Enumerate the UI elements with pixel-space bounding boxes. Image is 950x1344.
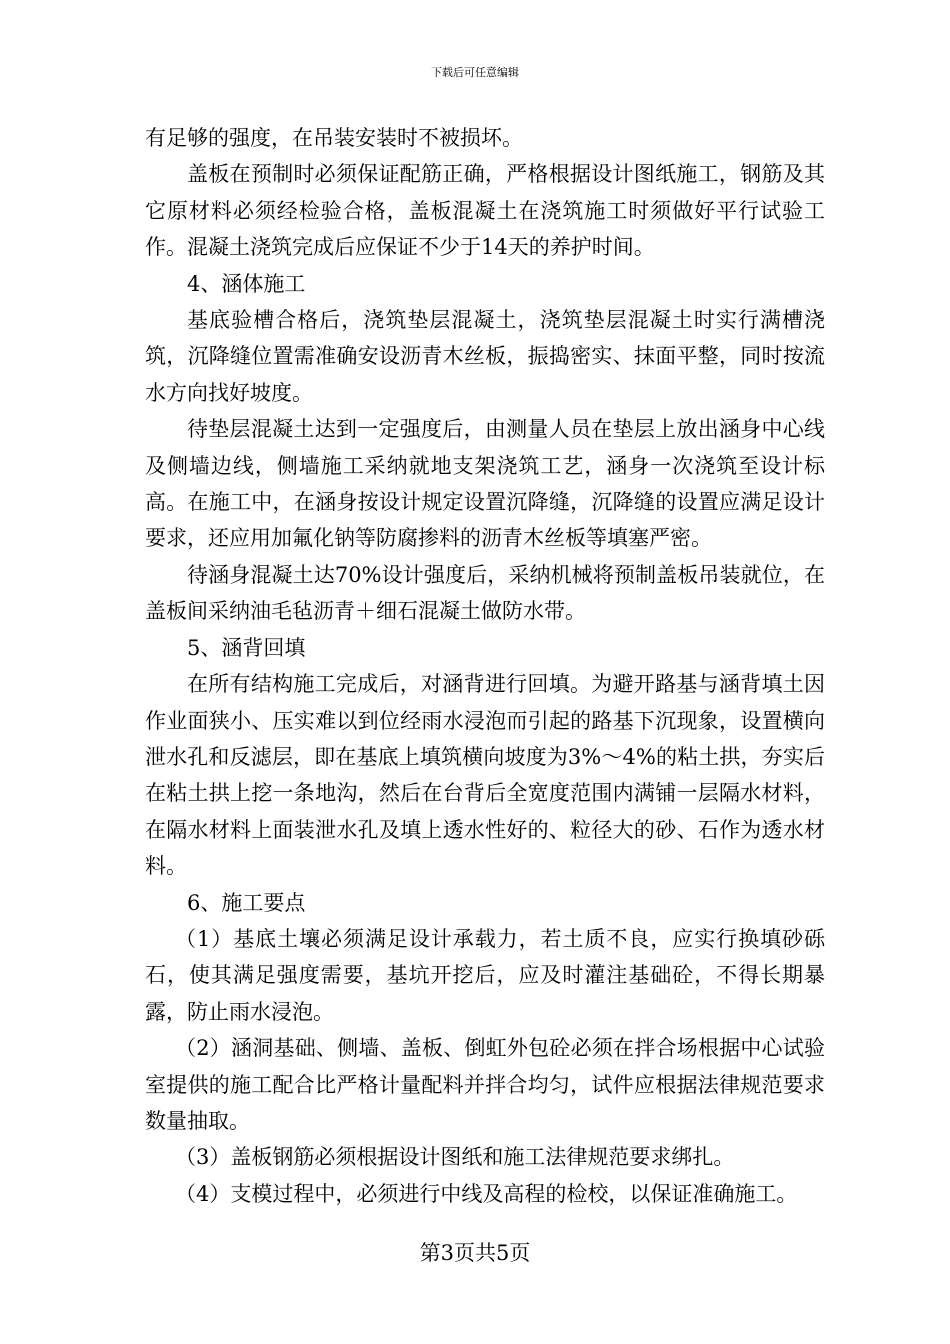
- page-number: 第3页共5页: [419, 1241, 531, 1265]
- paragraph: 待涵身混凝土达70%设计强度后，采纳机械将预制盖板吊装就位，在盖板间采纳油毛毡沥青＋细石混凝土做防水带。: [145, 562, 825, 624]
- section-heading: 6、施工要点: [187, 890, 306, 915]
- list-item: （4）支模过程中，必须进行中线及高程的检校，以保证准确施工。: [175, 1181, 798, 1206]
- document-body: [145, 120, 825, 1212]
- list-item: （1）基底土壤必须满足设计承载力，若土质不良，应实行换填砂砾石，使其满足强度需要，基坑开挖后，应及时灌注基础砼，不得长期暴露，防止雨水浸泡。: [145, 926, 825, 1024]
- page-header-note: 下载后可任意编辑: [431, 66, 519, 79]
- paragraph: 有足够的强度，在吊装安装时不被损坏。: [145, 126, 523, 150]
- list-item: （2）涵洞基础、侧墙、盖板、倒虹外包砼必须在拌合场根据中心试验室提供的施工配合比严格计量配料并拌合均匀，试件应根据法律规范要求数量抽取。: [145, 1036, 825, 1133]
- section-heading: 4、涵体施工: [187, 271, 306, 296]
- paragraph: 基底验槽合格后，浇筑垫层混凝土，浇筑垫层混凝土时实行满槽浇筑，沉降缝位置需准确安设沥青木丝板，振捣密实、抹面平整，同时按流水方向找好坡度。: [145, 308, 825, 405]
- section-heading: 5、涵背回填: [187, 635, 306, 660]
- list-item: （3）盖板钢筋必须根据设计图纸和施工法律规范要求绑扎。: [175, 1145, 735, 1170]
- paragraph: 待垫层混凝土达到一定强度后，由测量人员在垫层上放出涵身中心线及侧墙边线，侧墙施工采纳就地支架浇筑工艺，涵身一次浇筑至设计标高。在施工中，在涵身按设计规定设置沉降缝，沉降缝的设置应满足设计要求，还应用加氟化钠等防腐掺料的沥青木丝板等填塞严密。: [145, 417, 825, 551]
- paragraph: 在所有结构施工完成后，对涵背进行回填。为避开路基与涵背填土因作业面狭小、压实难以到位经雨水浸泡而引起的路基下沉现象，设置横向泄水孔和反滤层，即在基底上填筑横向坡度为3%～4%的粘土拱，夯实后在粘土拱上挖一条地沟，然后在台背后全宽度范围内满铺一层隔水材料，在隔水材料上面装泄水孔及填上透水性好的、粒径大的砂、石作为透水材料。: [145, 672, 825, 879]
- paragraph: 盖板在预制时必须保证配筋正确，严格根据设计图纸施工，钢筋及其它原材料必须经检验合格，盖板混凝土在浇筑施工时须做好平行试验工作。混凝土浇筑完成后应保证不少于14天的养护时间。: [145, 162, 825, 260]
